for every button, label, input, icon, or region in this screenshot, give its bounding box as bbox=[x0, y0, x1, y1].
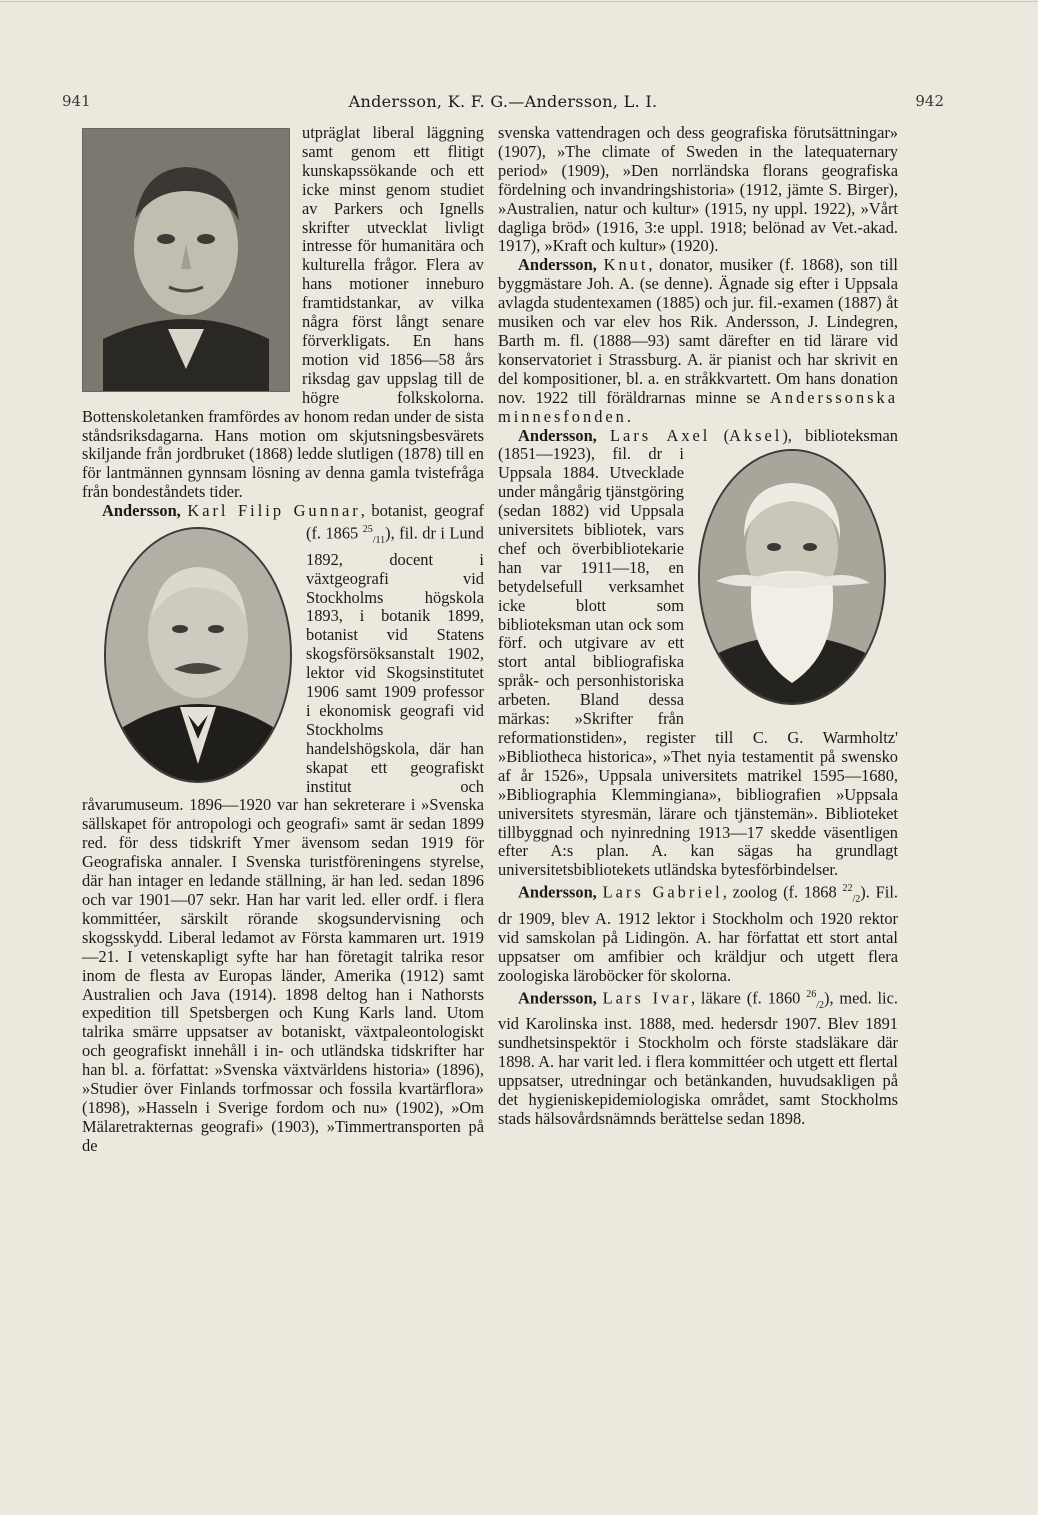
running-header bbox=[62, 92, 944, 116]
portrait-photo-man-1 bbox=[82, 128, 290, 392]
paragraph-text: utpräglat liberal läggning samt genom ett flitigt kunskapssökande och ett icke minst genom studiet av Parkers och Ignells skrifter utvecklat livligt intresse för humanitära och kulturella frågor. Flera av hans motioner inneburo framtidstankar, av vilka några först långt senare förverkligats. En hans motion vid 1856—58 års riksdag gav uppslag till de högre folkskolorna. Bottenskoletanken framfördes av honom redan under de sista ståndsriksdagarna. Hans motion om skjutsningsbesvärets skiljande från jordbruket (1868) ledde slutligen (1878) till en för lantmännen gynnsam lösning av denna gamla tvistefråga från bondeståndets tider. bbox=[82, 123, 484, 502]
entry-text: ), biblioteksman (1851—1923), fil. dr i Uppsala 1884. Utvecklade under mångårig tjänstgöring (sedan 1882) vid Uppsala universitets bibliotek, vars chef och överbibliotekarie han var 1911—18, en betydelsefull verksamhet icke blott som biblioteksman utan ock som förf. och utgivare av ett stort antal bibliografiska språk- och personhistoriska arbeten. Bland dessa märkas: »Skrifter från reformationstiden», register till C. G. Warmholtz' »Bibliotheca historica», »Thet nyia testamentit på swensko af år 1526», Uppsala universitets matrikel 1595—1680, »Bibliographia Klemmingiana», bibliografien »Uppsala universitets styresmän, lärare och tjänstemän». Biblioteket tillbyggnad och nyinredning 1913—17 skedde väsentligen efter A:s plan. A. kan sägas ha grundlagt universitetsbibliotekets utländska bytesförbindelser. bbox=[498, 425, 898, 880]
cross-reference: Anderssonska minnesfonden bbox=[498, 387, 898, 426]
portrait-photo-man-2 bbox=[104, 527, 292, 783]
entry-surname: Andersson, bbox=[102, 501, 181, 521]
entry-text-continued: ), fil. dr i Lund 1892, docent i växtgeografi vid Stockholms högskola 1893, i botanik 1899, botanist vid Statens skogsförsöksanstalt 1902, lektor vid Skogsinstitutet 1906 samt 1909 professor i ekonomisk geografi vid Stockholms handelshögskola, där han skapat ett geografiskt institut och råvarumuseum. 1896—1920 var han sekreterare i »Svenska sällskapet för antropologi och geografi» samt är sedan 1899 red. för dess tidskrift Ymer ävensom sedan 1919 för Geografiska annaler. I Svenska turistföreningens styrelse, där han intager en ledande ställning, är han led. sedan 1896 och var 1901—07 sekr. Han har varit led. eller ordf. i flera kommittéer, särskilt rörande skogsundervisning och skogsskydd. Liberal ledamot av Första kammaren urt. 1919—21. I vetenskapligt syfte har han företagit talrika resor inom de flesta av Europas länder, Amerika (1912) samt Australien och Java (1914). 1898 deltog han i Nathorsts expedition till Spetsbergen och Kung Karls land. Utom talrika smärre uppsatser av botaniskt, växtpaleontologiskt och geografiskt innehåll i in- och utländska tidskrifter har han bl. a. författat: »Svenska växtvärldens historia» (1896), »Studier över Finlands torfmossar och fossila kvartärflora» (1898), »Hasseln i Sverige fordom och nu» (1902), »Om Mälaretrakternas geografi» (1903), »Timmertransporten på de bbox=[82, 523, 484, 1155]
entry-lars-ivar bbox=[498, 986, 898, 1129]
top-rule bbox=[0, 1, 1038, 2]
page-number-left: 941 bbox=[62, 92, 91, 110]
entry-text: , zoolog (f. 1868 bbox=[722, 882, 843, 902]
entry-text: , botanist, geograf (f. 1865 bbox=[306, 501, 484, 543]
portrait-photo-man-3 bbox=[698, 449, 886, 705]
date-month: /2 bbox=[852, 894, 861, 905]
entry-given-names: Karl Filip Gunnar bbox=[187, 501, 361, 521]
entry-given-names: Lars Gabriel bbox=[602, 882, 723, 902]
entry-surname: Andersson, bbox=[518, 425, 597, 445]
entry-surname: Andersson, bbox=[518, 988, 597, 1007]
entry-lars-gabriel bbox=[498, 880, 898, 985]
date-day: 25 bbox=[362, 524, 373, 536]
entry-surname: Andersson, bbox=[518, 882, 597, 902]
entry-surname: Andersson, bbox=[518, 255, 597, 275]
date-day: 26 bbox=[806, 988, 817, 1000]
entry-end: . bbox=[626, 406, 631, 426]
entry-text: , donator, musiker (f. 1868), son till byggmästare Joh. A. (se denne). Ägnade sig efter i Uppsala avlagda studentexamen (1885) och jur. fil.-examen (1887) åt musiken och var elev hos Rik. Andersson, J. Lindegren, Barth m. fl. (1888—93) samt därefter en tid lärare vid konservatoriet i Strassburg. A. är pianist och har skrivit en del kompositioner, bl. a. en stråkkvartett. Om hans donation nov. 1922 till föräldrarnas minne se bbox=[498, 255, 898, 407]
right-column bbox=[498, 124, 898, 1129]
date-month: /11 bbox=[372, 534, 386, 546]
entry-text-continued: ). Fil. dr 1909, blev A. 1912 lektor i Stockholm och 1920 rektor vid samskolan på Lidingön. A. har författat ett stort antal uppsatser om amfibier och kräldjur och utgett flera zoologiska läroböcker för skolorna. bbox=[498, 882, 898, 985]
entry-text-continued: ), med. lic. vid Karolinska inst. 1888, med. hedersdr 1907. Blev 1891 sundhetsinspektör i Stockholm och förste stadsläkare där 1898. A. har varit led. i flera kommittéer och utgett ett flertal uppsatser, utredningar och betänkanden, huvudsakligen på det hygieniskepidemiologiska området, samt Stockholms stads hälsovårdsnämnds berättelse sedan 1898. bbox=[498, 988, 898, 1128]
paragraph-continued bbox=[82, 124, 484, 502]
entry-text: , läkare (f. 1860 bbox=[690, 988, 807, 1007]
date-day: 22 bbox=[842, 883, 853, 895]
page-number-right: 942 bbox=[915, 92, 944, 110]
date-month: /2 bbox=[816, 999, 824, 1011]
entry-given-names: Knut bbox=[603, 255, 649, 275]
running-title: Andersson, K. F. G.—Andersson, L. I. bbox=[348, 92, 658, 111]
entry-given-names: Lars Axel bbox=[610, 425, 711, 445]
paragraph-continued-right: svenska vattendragen och dess geografiska förutsättningar» (1907), »The climate of Sweden in the latequaternary period» (1909), »Den norrländska florans geografiska fördelning och invandringshistoria» (1912, jämte S. Birger), »Australien, natur och kultur» (1915, ny uppl. 1922), »Vårt dagliga bröd» (1916, 3:e uppl. 1918; belönad av Vet.-akad. 1917), »Kraft och kultur» (1920). bbox=[498, 123, 898, 256]
entry-knut bbox=[498, 256, 898, 426]
entry-lars-axel bbox=[498, 427, 898, 881]
left-column bbox=[82, 124, 484, 1156]
entry-karl-filip-gunnar bbox=[82, 502, 484, 1156]
alternate-spelling: Aksel bbox=[729, 425, 783, 445]
entry-given-names: Lars Ivar bbox=[602, 988, 691, 1007]
paren-open: ( bbox=[710, 425, 730, 445]
